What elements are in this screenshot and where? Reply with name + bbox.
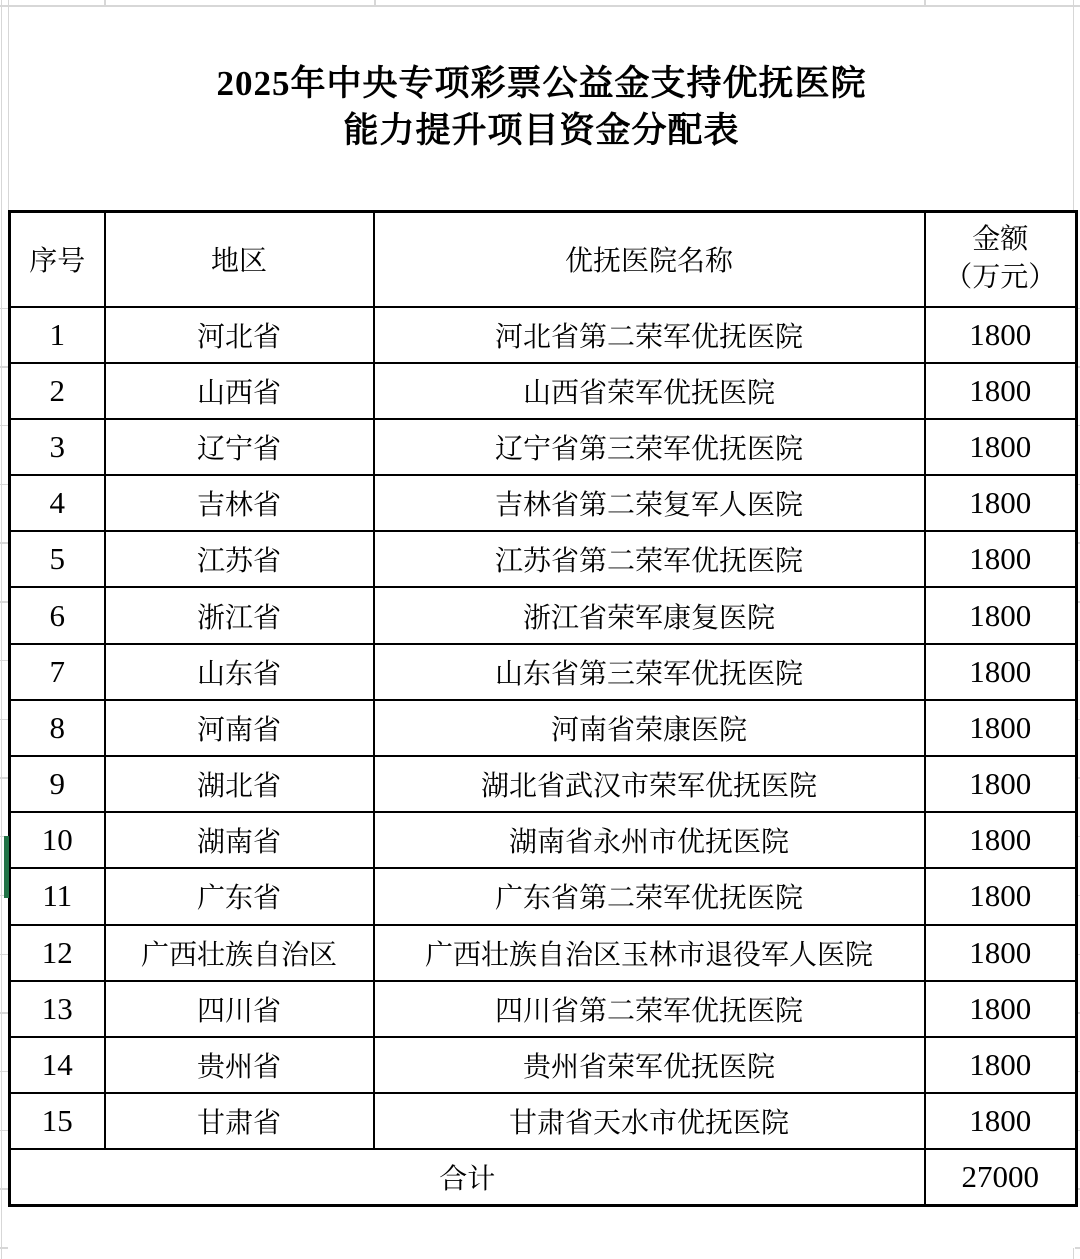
table-row [10,419,1077,475]
row-amount-cell[interactable]: 1800 [925,868,1077,924]
row-hospital-cell[interactable]: 吉林省第二荣复军人医院 [374,475,925,531]
row-amount-cell[interactable]: 1800 [925,475,1077,531]
row-seq-cell[interactable]: 15 [10,1093,105,1149]
row-amount-cell[interactable]: 1800 [925,756,1077,812]
row-hospital-cell[interactable]: 河南省荣康医院 [374,700,925,756]
table-row [10,1093,1077,1149]
table-row [10,700,1077,756]
header-amount[interactable] [925,212,1077,307]
page-title-line1: 2025年中央专项彩票公益金支持优抚医院 [216,64,867,103]
gridline [1073,1248,1075,1259]
table-body [10,307,1077,1150]
row-hospital-cell[interactable]: 贵州省荣军优抚医院 [374,1037,925,1093]
row-region-cell[interactable]: 湖南省 [105,812,374,868]
table-row [10,1037,1077,1093]
row-hospital-cell[interactable]: 山东省第三荣军优抚医院 [374,644,925,700]
row-seq-cell[interactable]: 11 [10,868,105,924]
row-seq-cell[interactable]: 5 [10,531,105,587]
row-region-cell[interactable]: 辽宁省 [105,419,374,475]
table-row [10,925,1077,981]
row-hospital-cell[interactable]: 辽宁省第三荣军优抚医院 [374,419,925,475]
row-hospital-cell[interactable]: 山西省荣军优抚医院 [374,363,925,419]
table-row [10,756,1077,812]
header-hospital[interactable]: 优抚医院名称 [374,212,925,307]
row-amount-cell[interactable]: 1800 [925,981,1077,1037]
row-hospital-cell[interactable]: 江苏省第二荣军优抚医院 [374,531,925,587]
row-seq-cell[interactable]: 9 [10,756,105,812]
table-row [10,307,1077,363]
table-row [10,475,1077,531]
gridline [924,0,926,5]
row-seq-cell[interactable]: 1 [10,307,105,363]
total-label-cell[interactable]: 合计 [10,1149,925,1205]
table-row [10,531,1077,587]
row-seq-cell[interactable]: 13 [10,981,105,1037]
table-footer [10,1149,1077,1205]
row-region-cell[interactable]: 河北省 [105,307,374,363]
row-region-cell[interactable]: 江苏省 [105,531,374,587]
row-hospital-cell[interactable]: 湖北省武汉市荣军优抚医院 [374,756,925,812]
row-region-cell[interactable]: 吉林省 [105,475,374,531]
gridline [0,1071,8,1072]
page-title-line2: 能力提升项目资金分配表 [343,111,740,150]
active-cell-selection [4,836,9,898]
row-seq-cell[interactable]: 6 [10,587,105,643]
row-seq-cell[interactable]: 4 [10,475,105,531]
row-amount-cell[interactable]: 1800 [925,1093,1077,1149]
row-hospital-cell[interactable]: 广西壮族自治区玉林市退役军人医院 [374,925,925,981]
header-seq[interactable]: 序号 [10,212,105,307]
row-seq-cell[interactable]: 10 [10,812,105,868]
table-row [10,644,1077,700]
gridline [0,660,8,661]
header-region[interactable]: 地区 [105,212,374,307]
gridline [0,366,8,367]
row-amount-cell[interactable]: 1800 [925,307,1077,363]
gridline [0,484,8,485]
gridline [0,777,8,778]
row-hospital-cell[interactable]: 浙江省荣军康复医院 [374,587,925,643]
row-region-cell[interactable]: 广东省 [105,868,374,924]
gridline [0,308,8,309]
gridline [1075,1247,1080,1248]
header-row [10,212,1077,307]
row-region-cell[interactable]: 山西省 [105,363,374,419]
row-amount-cell[interactable]: 1800 [925,700,1077,756]
row-seq-cell[interactable]: 2 [10,363,105,419]
row-amount-cell[interactable]: 1800 [925,363,1077,419]
gridline [104,0,106,5]
total-amount-cell[interactable]: 27000 [925,1149,1077,1205]
table-row [10,868,1077,924]
table-row [10,981,1077,1037]
row-amount-cell[interactable]: 1800 [925,419,1077,475]
row-seq-cell[interactable]: 8 [10,700,105,756]
row-hospital-cell[interactable]: 广东省第二荣军优抚医院 [374,868,925,924]
row-region-cell[interactable]: 山东省 [105,644,374,700]
row-amount-cell[interactable]: 1800 [925,812,1077,868]
row-seq-cell[interactable]: 12 [10,925,105,981]
gridline [374,0,376,5]
row-region-cell[interactable]: 四川省 [105,981,374,1037]
table-row [10,363,1077,419]
row-amount-cell[interactable]: 1800 [925,587,1077,643]
gridline [0,1188,8,1189]
gridline [0,1247,8,1248]
header-amount-line2: （万元） [944,262,1057,294]
row-seq-cell[interactable]: 3 [10,419,105,475]
gridline [0,954,8,955]
row-amount-cell[interactable]: 1800 [925,925,1077,981]
row-hospital-cell[interactable]: 四川省第二荣军优抚医院 [374,981,925,1037]
gridline [0,719,8,720]
row-region-cell[interactable]: 浙江省 [105,587,374,643]
gridline [0,1012,8,1013]
gridline [0,1130,8,1131]
gridline [0,425,8,426]
row-seq-cell[interactable]: 14 [10,1037,105,1093]
gridline [0,601,8,602]
row-region-cell[interactable]: 河南省 [105,700,374,756]
page-title[interactable] [8,60,1075,154]
row-hospital-cell[interactable]: 湖南省永州市优抚医院 [374,812,925,868]
total-row [10,1149,1077,1205]
gridline [0,5,1080,7]
row-hospital-cell[interactable]: 甘肃省天水市优抚医院 [374,1093,925,1149]
table-row [10,812,1077,868]
allocation-table [8,210,1078,1207]
table-row [10,587,1077,643]
row-seq-cell[interactable]: 7 [10,644,105,700]
row-region-cell[interactable]: 贵州省 [105,1037,374,1093]
header-amount-line1: 金额 [972,224,1029,256]
row-region-cell[interactable]: 甘肃省 [105,1093,374,1149]
row-hospital-cell[interactable]: 河北省第二荣军优抚医院 [374,307,925,363]
table-header [10,212,1077,307]
row-amount-cell[interactable]: 1800 [925,1037,1077,1093]
row-amount-cell[interactable]: 1800 [925,644,1077,700]
row-region-cell[interactable]: 湖北省 [105,756,374,812]
gridline [0,542,8,543]
row-region-cell[interactable]: 广西壮族自治区 [105,925,374,981]
row-amount-cell[interactable]: 1800 [925,531,1077,587]
